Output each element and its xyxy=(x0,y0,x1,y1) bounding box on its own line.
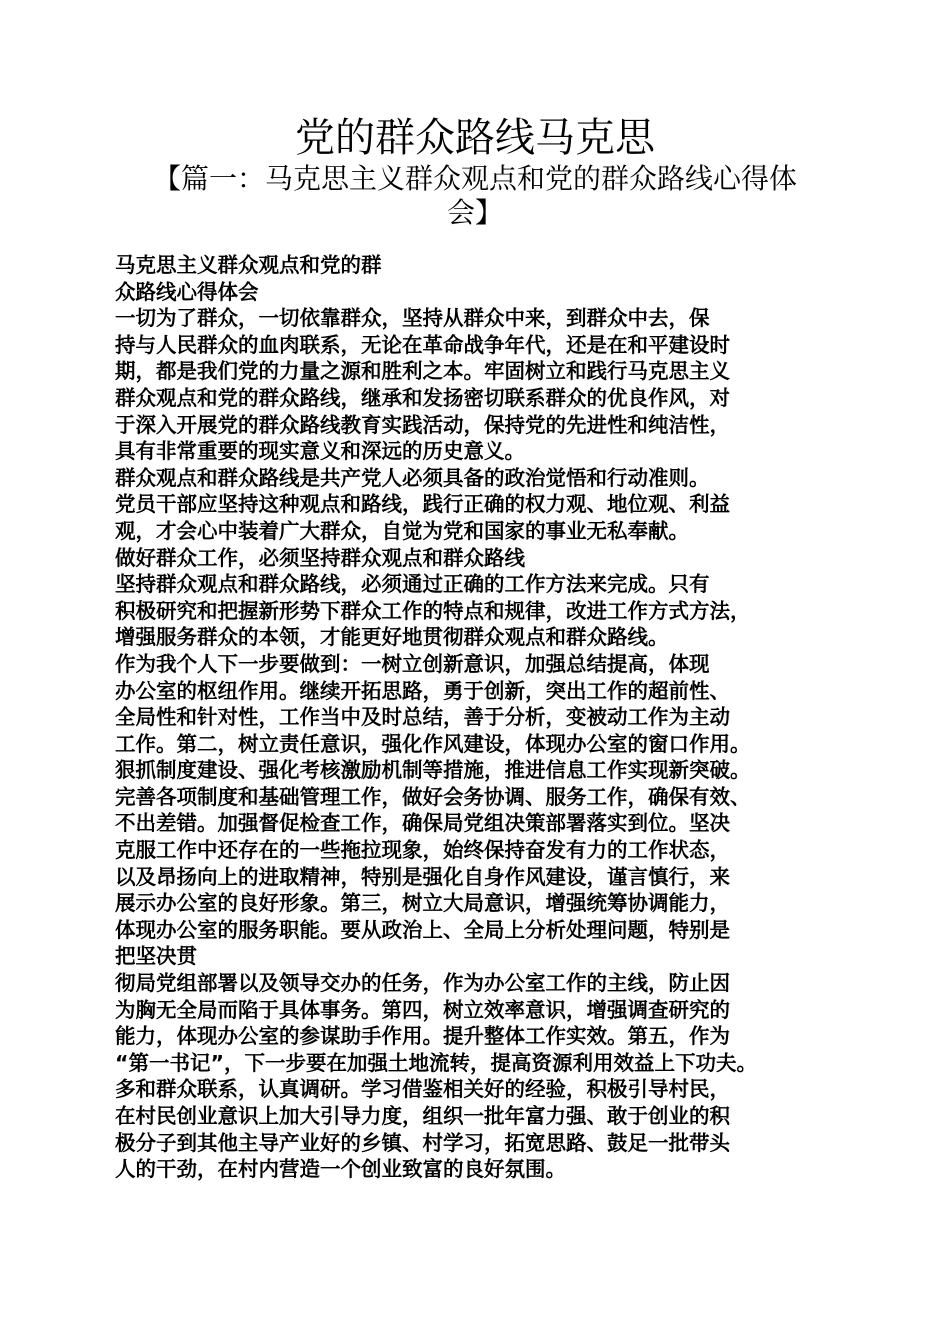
body-text-line: 多和群众联系，认真调研。学习借鉴相关好的经验，积极引导村民， xyxy=(115,1077,730,1102)
body-text-line: 以及昂扬向上的进取精神，特别是强化自身作风建设，谨言慎行，来 xyxy=(115,864,730,889)
body-text-line: 期，都是我们党的力量之源和胜利之本。牢固树立和践行马克思主义 xyxy=(115,359,730,384)
body-text-line: 彻局党组部署以及领导交办的任务，作为办公室工作的主线，防止因 xyxy=(115,971,730,996)
body-text-line: 克服工作中还存在的一些拖拉现象，始终保持奋发有力的工作状态， xyxy=(115,838,730,863)
body-text-line: 做好群众工作，必须坚持群众观点和群众路线 xyxy=(115,545,525,570)
body-text-line: 持与人民群众的血肉联系，无论在革命战争年代，还是在和平建设时 xyxy=(115,332,730,357)
document-body xyxy=(115,252,850,1183)
body-text-line: 党员干部应坚持这种观点和路线，践行正确的权力观、地位观、利益 xyxy=(115,492,730,517)
body-text-line: “第一书记”，下一步要在加强土地流转，提高资源利用效益上下功夫。 xyxy=(115,1050,757,1075)
body-text-line: 全局性和针对性，工作当中及时总结，善于分析，变被动工作为主动 xyxy=(115,705,730,730)
body-text-line: 工作。第二，树立责任意识，强化作风建设，体现办公室的窗口作用。 xyxy=(115,731,751,756)
body-text-line: 一切为了群众，一切依靠群众，坚持从群众中来，到群众中去，保 xyxy=(115,306,710,331)
body-text-line: 把坚决贯 xyxy=(115,944,197,969)
body-text-line: 于深入开展党的群众路线教育实践活动，保持党的先进性和纯洁性， xyxy=(115,412,730,437)
body-text-line: 能力，体现办公室的参谋助手作用。提升整体工作实效。第五，作为 xyxy=(115,1024,730,1049)
body-text-line: 作为我个人下一步要做到：一树立创新意识，加强总结提高，体现 xyxy=(115,651,710,676)
page-subtitle xyxy=(112,162,838,230)
page-title: 党的群众路线马克思 xyxy=(295,115,655,161)
body-text-line: 办公室的枢纽作用。继续开拓思路，勇于创新，突出工作的超前性、 xyxy=(115,678,730,703)
body-text-line: 具有非常重要的现实意义和深远的历史意义。 xyxy=(115,439,525,464)
body-text-line: 马克思主义群众观点和党的群 xyxy=(115,253,382,277)
body-text-line: 狠抓制度建设、强化考核激励机制等措施，推进信息工作实现新突破。 xyxy=(115,758,751,783)
body-text-line: 增强服务群众的本领，才能更好地贯彻群众观点和群众路线。 xyxy=(115,625,669,650)
body-text-line: 体现办公室的服务职能。要从政治上、全局上分析处理问题，特别是 xyxy=(115,917,730,942)
body-text-line: 极分子到其他主导产业好的乡镇、村学习，拓宽思路、鼓足一批带头 xyxy=(115,1130,730,1155)
body-text-line: 在村民创业意识上加大引导力度，组织一批年富力强、敢于创业的积 xyxy=(115,1104,730,1128)
body-text-line: 群众观点和党的群众路线，继承和发扬密切联系群众的优良作风，对 xyxy=(115,385,730,410)
body-text-line: 完善各项制度和基础管理工作，做好会务协调、服务工作，确保有效、 xyxy=(115,784,751,809)
body-text-line: 不出差错。加强督促检查工作，确保局党组决策部署落实到位。坚决 xyxy=(115,811,730,836)
body-text-line: 展示办公室的良好形象。第三，树立大局意识，增强统筹协调能力， xyxy=(115,891,730,916)
subtitle-line: 会】 xyxy=(446,196,503,229)
body-text-line: 群众观点和群众路线是共产党人必须具备的政治觉悟和行动准则。 xyxy=(115,465,710,490)
body-text-line: 人的干劲，在村内营造一个创业致富的良好氛围。 xyxy=(115,1157,566,1182)
body-text-line: 坚持群众观点和群众路线，必须通过正确的工作方法来完成。只有 xyxy=(115,572,710,597)
body-text-line: 积极研究和把握新形势下群众工作的特点和规律，改进工作方式方法， xyxy=(115,598,751,623)
subtitle-line: 【篇一：马克思主义群众观点和党的群众路线心得体 xyxy=(152,162,797,195)
body-text-line: 观，才会心中装着广大群众，自觉为党和国家的事业无私奉献。 xyxy=(115,518,689,543)
body-text-line: 为胸无全局而陷于具体事务。第四，树立效率意识，增强调查研究的 xyxy=(115,997,730,1022)
body-text-line: 众路线心得体会 xyxy=(115,279,259,304)
